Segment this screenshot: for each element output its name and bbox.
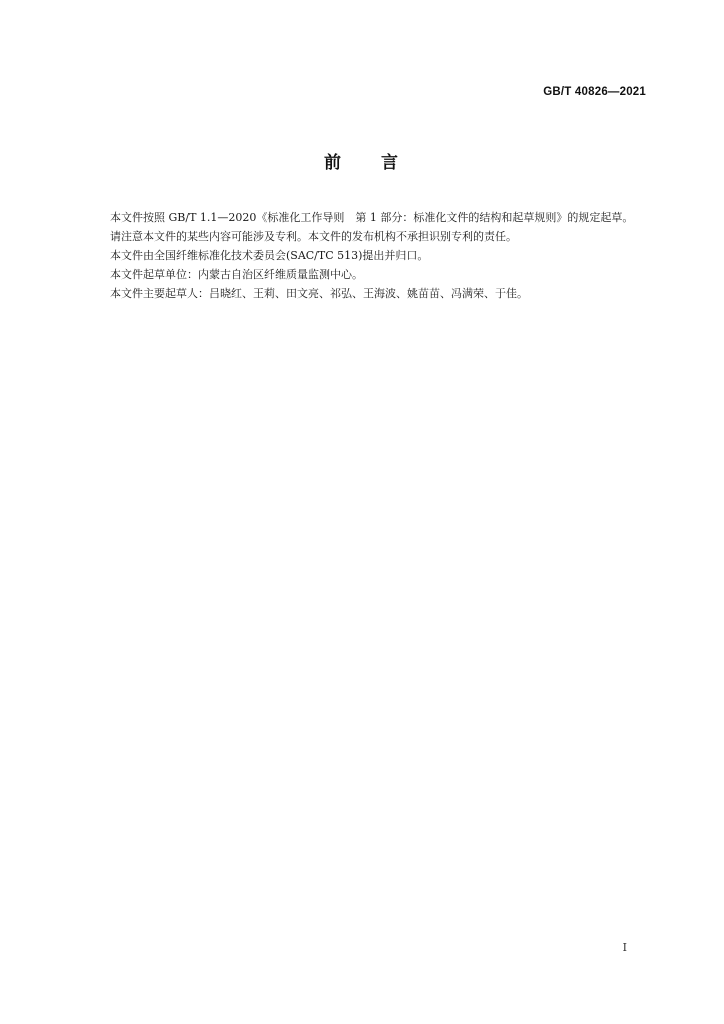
standard-code: GB/T 40826—2021	[543, 86, 646, 98]
paragraph-drafters: 本文件主要起草人：吕晓红、王莉、田文亮、祁弘、王海波、姚苗苗、冯满荣、于佳。	[110, 287, 528, 300]
page-number: I	[622, 941, 627, 954]
paragraph-drafting-unit: 本文件起草单位：内蒙古自治区纤维质量监测中心。	[110, 268, 363, 281]
page-title	[0, 148, 724, 173]
title-char-2: 言	[381, 153, 400, 173]
paragraph-proposer: 本文件由全国纤维标准化技术委员会(SAC/TC 513)提出并归口。	[110, 249, 429, 262]
title-char-1: 前	[324, 153, 343, 173]
paragraph-patent-notice: 请注意本文件的某些内容可能涉及专利。本文件的发布机构不承担识别专利的责任。	[110, 230, 517, 243]
foreword-body	[88, 208, 648, 303]
paragraph-drafting-rules: 本文件按照 GB/T 1.1—2020《标准化工作导则 第 1 部分：标准化文件的结构和起草规则》的规定起草。	[110, 211, 634, 224]
